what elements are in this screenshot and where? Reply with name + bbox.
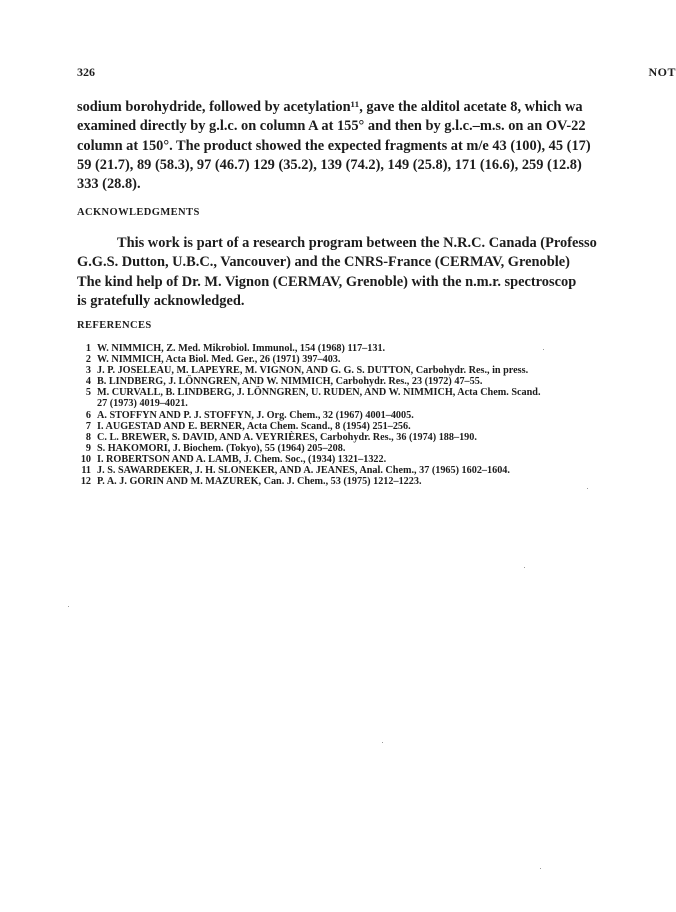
reference-number: 2 bbox=[85, 354, 91, 366]
reference-number: 12 bbox=[80, 476, 91, 488]
body-line: column at 150°. The product showed the expected fragments at m/e 43 (100), 45 (17) bbox=[77, 137, 591, 154]
reference-item bbox=[77, 432, 676, 443]
reference-text: S. HAKOMORI, J. Biochem. (Tokyo), 55 (1964) 205–208. bbox=[97, 442, 346, 454]
references-heading: REFERENCES bbox=[77, 320, 152, 331]
reference-item bbox=[77, 454, 676, 465]
acknowledgments-paragraph bbox=[77, 234, 676, 311]
reference-text: M. CURVALL, B. LINDBERG, J. LÖNNGREN, U. RUDEN, AND W. NIMMICH, Acta Chem. Scand. bbox=[97, 387, 541, 399]
reference-item bbox=[77, 410, 676, 421]
scan-speck bbox=[524, 567, 525, 568]
reference-item bbox=[77, 421, 676, 432]
page-header bbox=[77, 65, 676, 81]
acknowledgments-line: G.G.S. Dutton, U.B.C., Vancouver) and the CNRS-France (CERMAV, Grenoble) bbox=[77, 254, 570, 271]
reference-text: J. P. JOSELEAU, M. LAPEYRE, M. VIGNON, AND G. G. S. DUTTON, Carbohydr. Res., in press. bbox=[97, 365, 529, 377]
reference-item bbox=[77, 465, 676, 476]
acknowledgments-heading: ACKNOWLEDGMENTS bbox=[77, 207, 200, 218]
body-line: 59 (21.7), 89 (58.3), 97 (46.7) 129 (35.2), 139 (74.2), 149 (25.8), 171 (16.6), 259 (12.8) bbox=[77, 156, 582, 173]
scan-speck bbox=[540, 868, 541, 869]
scan-speck bbox=[68, 606, 69, 607]
reference-number: 11 bbox=[81, 465, 91, 477]
references-list bbox=[77, 343, 676, 487]
acknowledgments-line: is gratefully acknowledged. bbox=[77, 292, 245, 309]
reference-number: 10 bbox=[80, 453, 91, 465]
reference-number: 4 bbox=[85, 376, 91, 388]
reference-item bbox=[77, 443, 676, 454]
reference-number: 5 bbox=[85, 387, 91, 399]
reference-text: I. ROBERTSON AND A. LAMB, J. Chem. Soc., (1934) 1321–1322. bbox=[97, 453, 387, 465]
acknowledgments-line: This work is part of a research program between the N.R.C. Canada (Professo bbox=[117, 235, 597, 251]
reference-number: 9 bbox=[85, 442, 91, 454]
reference-number: 6 bbox=[85, 409, 91, 421]
reference-continuation: 27 (1973) 4019–4021. bbox=[97, 398, 188, 410]
reference-text: P. A. J. GORIN AND M. MAZUREK, Can. J. Chem., 53 (1975) 1212–1223. bbox=[97, 476, 422, 488]
reference-text: W. NIMMICH, Z. Med. Mikrobiol. Immunol., 154 (1968) 117–131. bbox=[97, 343, 386, 354]
reference-text: I. AUGESTAD AND E. BERNER, Acta Chem. Scand., 8 (1954) 251–256. bbox=[97, 420, 411, 432]
page-number: 326 bbox=[77, 65, 95, 79]
reference-text: A. STOFFYN AND P. J. STOFFYN, J. Org. Chem., 32 (1967) 4001–4005. bbox=[97, 409, 414, 421]
reference-number: 7 bbox=[85, 420, 91, 432]
reference-item bbox=[77, 343, 676, 354]
running-head: NOT bbox=[648, 65, 676, 79]
reference-number: 8 bbox=[85, 431, 91, 443]
scan-speck bbox=[587, 488, 588, 489]
reference-text: C. L. BREWER, S. DAVID, AND A. VEYRIÈRES, Carbohydr. Res., 36 (1974) 188–190. bbox=[97, 431, 477, 443]
reference-item bbox=[77, 476, 676, 487]
reference-item bbox=[77, 376, 676, 387]
reference-text: B. LINDBERG, J. LÖNNGREN, AND W. NIMMICH, Carbohydr. Res., 23 (1972) 47–55. bbox=[97, 376, 483, 388]
reference-item bbox=[77, 365, 676, 376]
body-line: examined directly by g.l.c. on column A at 155° and then by g.l.c.–m.s. on an OV-22 bbox=[77, 118, 586, 135]
reference-text: J. S. SAWARDEKER, J. H. SLONEKER, AND A. JEANES, Anal. Chem., 37 (1965) 1602–1604. bbox=[97, 465, 510, 477]
body-paragraph bbox=[77, 98, 676, 194]
reference-item bbox=[77, 354, 676, 365]
reference-item bbox=[77, 387, 676, 398]
body-line: sodium borohydride, followed by acetylation¹¹, gave the alditol acetate 8, which wa bbox=[77, 99, 583, 115]
body-line: 333 (28.8). bbox=[77, 176, 141, 193]
reference-number: 3 bbox=[85, 365, 91, 377]
acknowledgments-line: The kind help of Dr. M. Vignon (CERMAV, Grenoble) with the n.m.r. spectroscop bbox=[77, 273, 577, 290]
scan-speck bbox=[543, 349, 544, 350]
reference-number: 1 bbox=[85, 343, 91, 354]
scan-speck bbox=[382, 742, 383, 743]
reference-text: W. NIMMICH, Acta Biol. Med. Ger., 26 (1971) 397–403. bbox=[97, 354, 341, 366]
